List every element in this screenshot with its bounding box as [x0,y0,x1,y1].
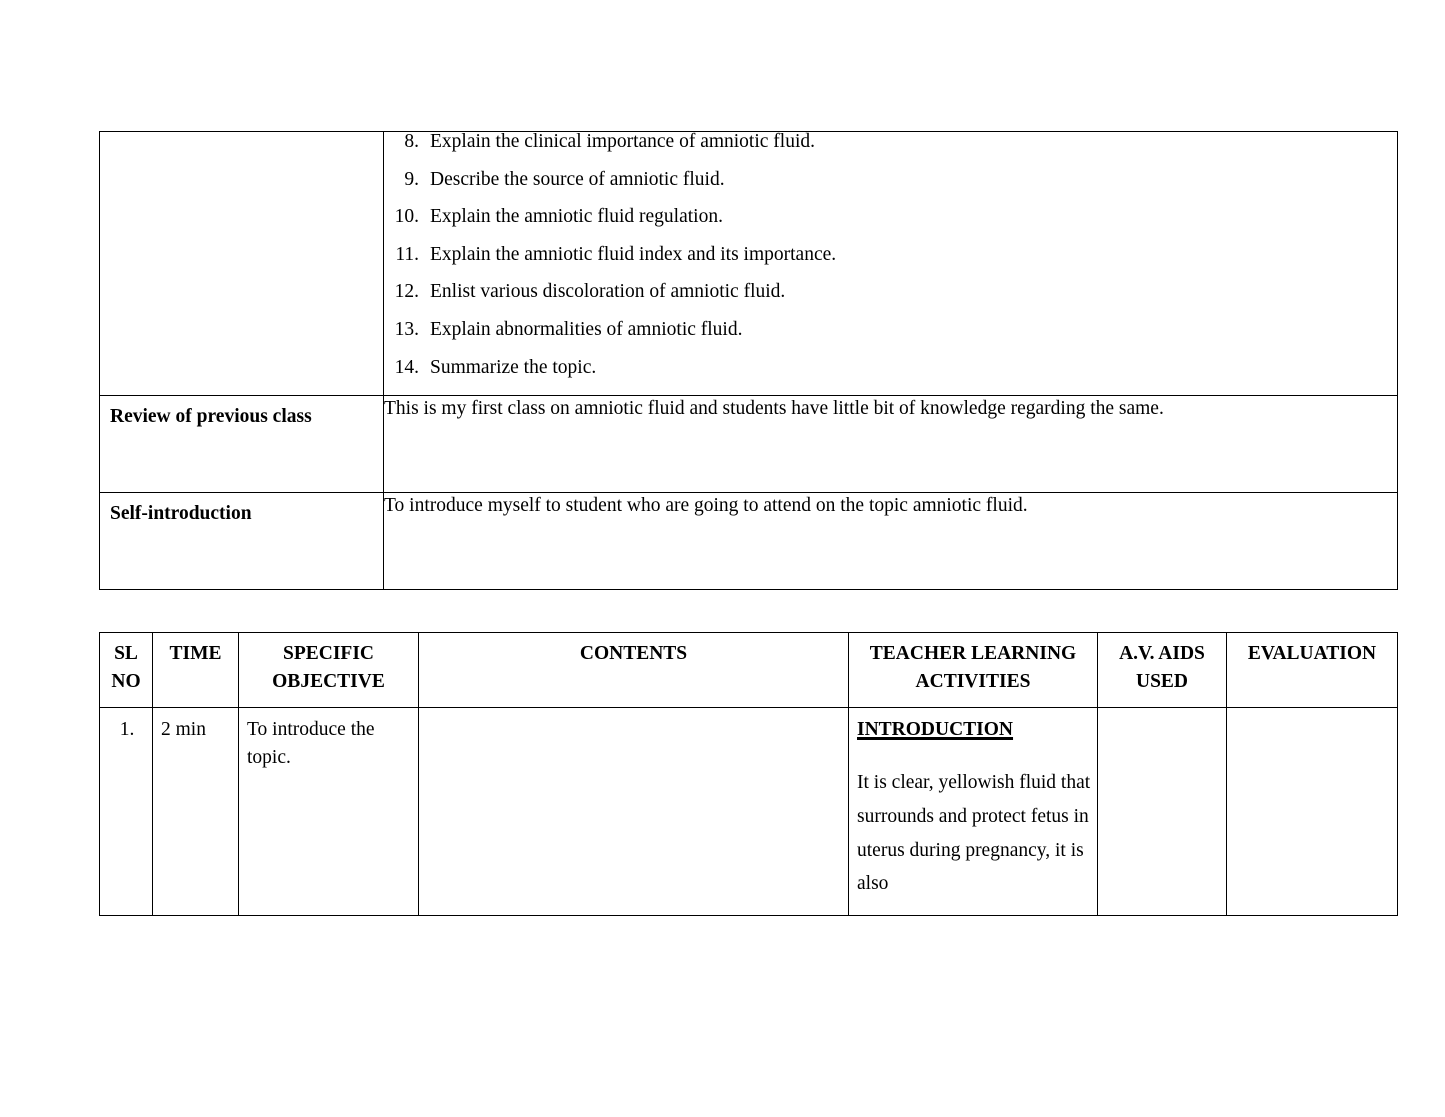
list-item [384,320,1397,358]
review-of-previous-class-text: This is my first class on amniotic fluid and students have little bit of knowledge regarding the same. [384,396,1398,493]
lesson-plan-intro-table [99,131,1398,590]
column-header-contents: CONTENTS [419,633,849,708]
list-item [384,170,1397,208]
table-header-row [100,633,1398,708]
column-header-av-aids-used: A.V. AIDS USED [1098,633,1227,708]
review-label-cell [100,396,384,493]
introduction-heading: INTRODUCTION [857,719,1014,740]
lesson-plan-activity-table [99,632,1398,916]
introduction-body: It is clear, yellowish fluid that surrounds and protect fetus in uterus during pregnancy, it is also [857,772,1091,895]
column-header-time: TIME [153,633,239,708]
list-item [384,207,1397,245]
objectives-label-cell [100,132,384,396]
list-item-label: Enlist various discoloration of amniotic fluid. [430,281,786,303]
review-of-previous-class-label: Review of previous class [110,406,312,428]
cell-av-aids-used [1098,708,1227,916]
list-item-label: Describe the source of amniotic fluid. [430,168,725,190]
cell-specific-objective: To introduce the topic. [239,708,419,916]
list-item-label: Explain the clinical importance of amniotic fluid. [430,131,816,152]
table-row [100,396,1398,493]
list-item [384,282,1397,320]
table-row [100,708,1398,916]
cell-time: 2 min [153,708,239,916]
list-item-number: 12. [394,281,419,303]
cell-contents [419,708,849,916]
objectives-list [384,132,1397,395]
self-introduction-text: To introduce myself to student who are going to attend on the topic amniotic fluid. [384,493,1398,590]
table-row [100,132,1398,396]
cell-teacher-learning-activities [849,708,1098,916]
list-item-number: 9. [404,168,419,190]
list-item-label: Summarize the topic. [430,356,597,378]
self-introduction-label: Self-introduction [110,503,252,525]
self-introduction-label-cell [100,493,384,590]
list-item-number: 11. [395,243,419,265]
list-item [384,245,1397,283]
column-header-evaluation: EVALUATION [1227,633,1398,708]
column-header-specific-objective: SPECIFIC OBJECTIVE [239,633,419,708]
objectives-label [100,132,383,141]
list-item-number: 8. [404,131,419,152]
cell-evaluation [1227,708,1398,916]
column-header-teacher-learning-activities: TEACHER LEARNING ACTIVITIES [849,633,1098,708]
column-header-sl-no: SL NO [100,633,153,708]
list-item-label: Explain the amniotic fluid index and its importance. [430,243,837,265]
cell-sl-no: 1. [100,708,153,916]
list-item-number: 10. [394,206,419,228]
table-row [100,493,1398,590]
list-item [384,132,1397,170]
list-item [384,358,1397,396]
list-item-number: 14. [394,356,419,378]
list-item-number: 13. [394,318,419,340]
objectives-list-cell [384,132,1398,396]
list-item-label: Explain abnormalities of amniotic fluid. [430,318,743,340]
list-item-label: Explain the amniotic fluid regulation. [430,206,723,228]
